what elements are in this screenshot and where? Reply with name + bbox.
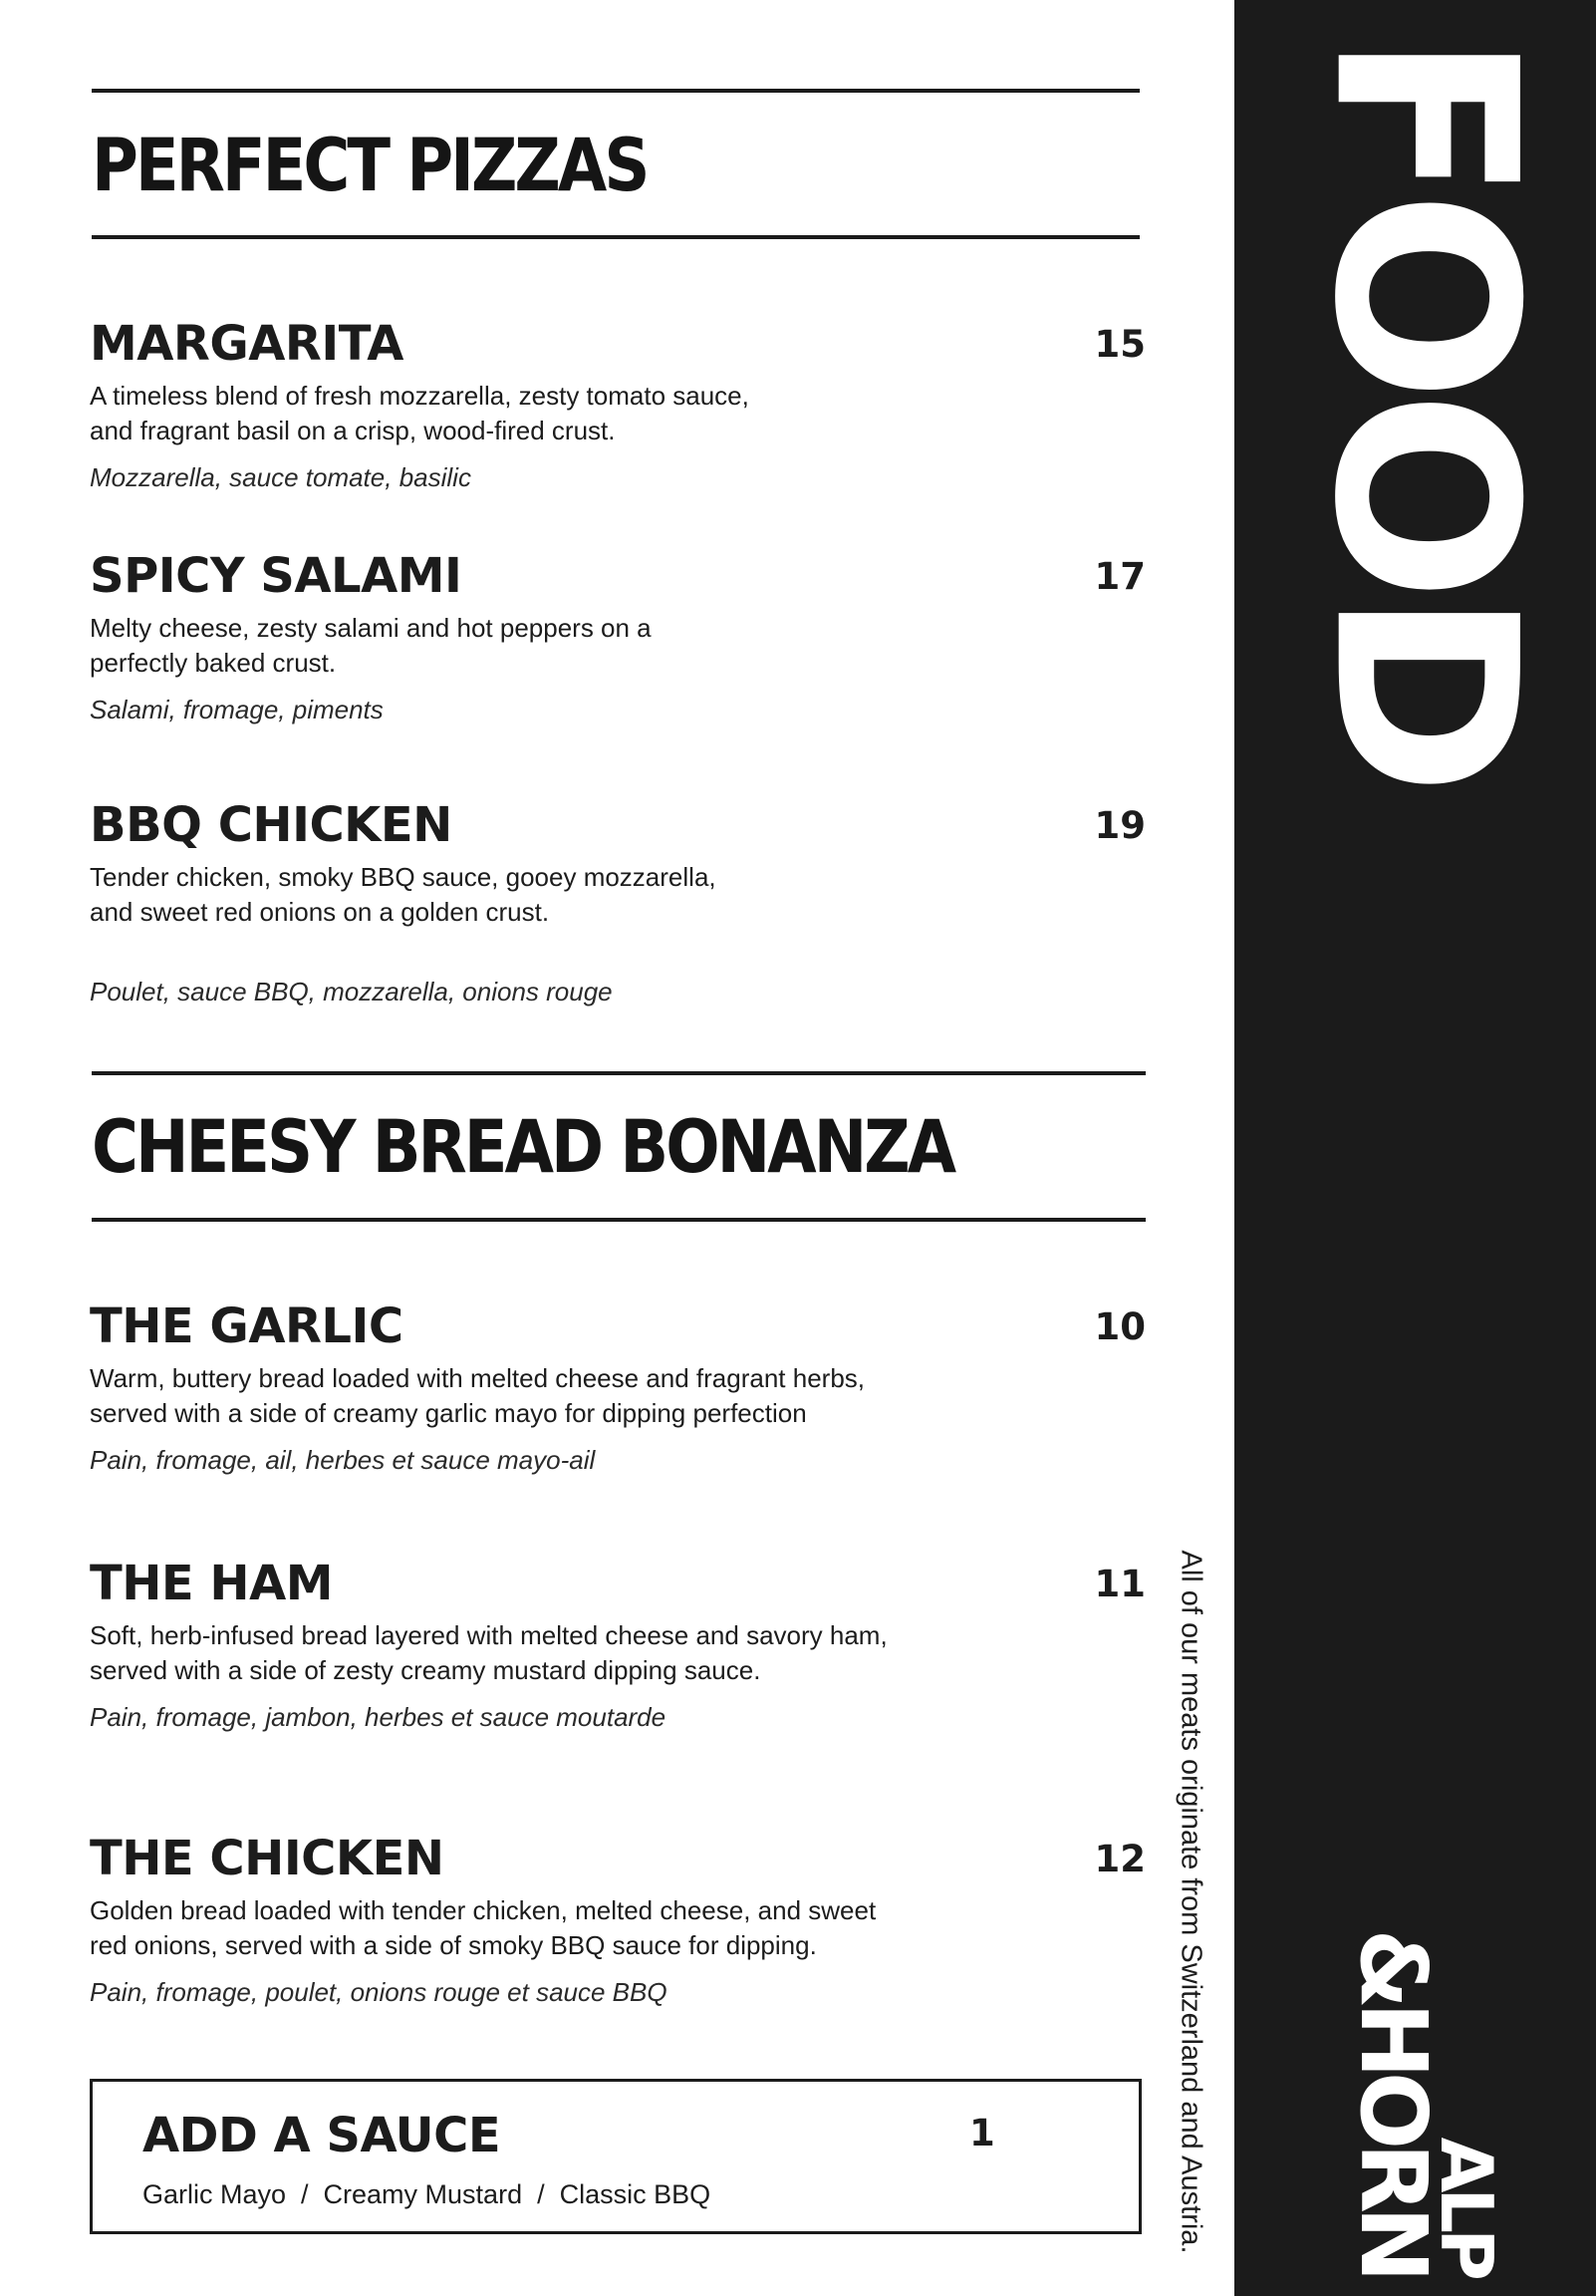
logo-line-1: ALP bbox=[1424, 2137, 1508, 2277]
item-price: 15 bbox=[1094, 323, 1146, 366]
menu-item-bbq-chicken bbox=[90, 798, 1146, 1008]
section-rule-bottom bbox=[92, 235, 1140, 239]
sauce-price: 1 bbox=[969, 2112, 995, 2154]
sauce-options: Garlic Mayo / Creamy Mustard / Classic BBQ bbox=[142, 2179, 711, 2209]
item-description: Melty cheese, zesty salami and hot peppers on a perfectly baked crust. bbox=[90, 613, 652, 678]
item-price: 17 bbox=[1094, 555, 1146, 598]
item-name: THE GARLIC bbox=[90, 1298, 403, 1354]
item-french: Pain, fromage, poulet, onions rouge et sauce BBQ bbox=[90, 1977, 667, 2007]
item-description: A timeless blend of fresh mozzarella, zesty tomato sauce, and fragrant basil on a crisp, wood-fired crust. bbox=[90, 381, 749, 445]
item-french: Pain, fromage, ail, herbes et sauce mayo-ail bbox=[90, 1445, 596, 1475]
item-french: Mozzarella, sauce tomate, basilic bbox=[90, 462, 471, 492]
section-rule-top bbox=[92, 1071, 1146, 1075]
item-price: 11 bbox=[1094, 1563, 1146, 1605]
item-price: 19 bbox=[1094, 804, 1146, 847]
item-price: 10 bbox=[1094, 1305, 1146, 1348]
sauce-title: ADD A SAUCE bbox=[142, 2108, 501, 2163]
origin-note: All of our meats originate from Switzerland and Austria. bbox=[1175, 1550, 1207, 2253]
item-name: MARGARITA bbox=[90, 316, 403, 372]
section-rule-top bbox=[92, 89, 1140, 93]
logo-line-2: &HORN bbox=[1340, 1928, 1447, 2277]
item-name: THE CHICKEN bbox=[90, 1831, 444, 1886]
item-description: Warm, buttery bread loaded with melted cheese and fragrant herbs, served with a side of creamy garlic mayo for dipping perfection bbox=[90, 1363, 866, 1428]
item-description: Golden bread loaded with tender chicken, melted cheese, and sweet red onions, served with a side of smoky BBQ sauce for dipping. bbox=[90, 1895, 877, 1960]
item-name: THE HAM bbox=[90, 1556, 333, 1611]
item-french: Poulet, sauce BBQ, mozzarella, onions rouge bbox=[90, 977, 613, 1006]
section-title-cheesy-bread: CHEESY BREAD BONANZA bbox=[92, 1106, 954, 1191]
side-title: FOOD bbox=[1280, 32, 1571, 785]
menu-item-spicy-salami bbox=[90, 549, 1146, 726]
add-sauce-box bbox=[90, 2079, 1142, 2234]
item-name: SPICY SALAMI bbox=[90, 548, 462, 604]
menu-item-the-ham bbox=[90, 1557, 1146, 1734]
menu-item-the-garlic bbox=[90, 1299, 1146, 1477]
section-title-pizzas: PERFECT PIZZAS bbox=[92, 125, 648, 209]
item-name: BBQ CHICKEN bbox=[90, 797, 452, 853]
menu-item-margarita bbox=[90, 317, 1146, 494]
item-description: Tender chicken, smoky BBQ sauce, gooey mozzarella, and sweet red onions on a golden crust. bbox=[90, 862, 716, 927]
menu-item-the-chicken bbox=[90, 1832, 1146, 2009]
item-price: 12 bbox=[1094, 1838, 1146, 1880]
brand-logo bbox=[1295, 1928, 1554, 2277]
item-description: Soft, herb-infused bread layered with melted cheese and savory ham, served with a side of zesty creamy mustard dipping sauce. bbox=[90, 1620, 888, 1685]
section-rule-bottom bbox=[92, 1218, 1146, 1222]
item-french: Salami, fromage, piments bbox=[90, 695, 384, 724]
item-french: Pain, fromage, jambon, herbes et sauce moutarde bbox=[90, 1702, 666, 1732]
